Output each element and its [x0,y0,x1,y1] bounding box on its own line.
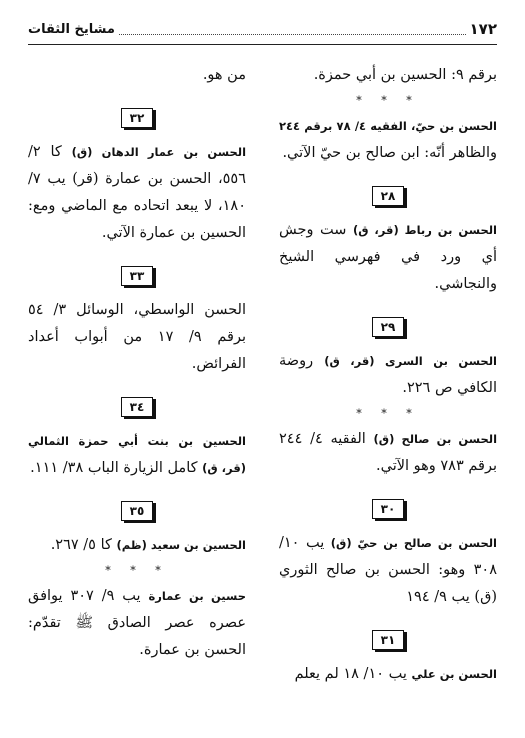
entry-hasan-bin-hayy [279,113,497,167]
entry-number-badge: ٣١ [372,630,404,650]
page-number: ١٧٢ [469,20,497,38]
entry-name: الحسن بن السرى (قر، ق) [324,354,497,368]
entry-33: الحسن الواسطي، الوسائل ٣/ ٥٤ برقم ٩/ ١٧ من أبواب أعداد الفرائض. [28,302,247,372]
entry-text: يب ١٠/ ٣٠٨ وهو: الحسن بن صالح الثوري (ق) يب ٩/ ١٩٤ [279,535,497,605]
entry-text: يب ١٠/ ١٨ لم يعلم [294,666,407,682]
entry-30 [279,530,497,611]
entry-text: كا ٢/ ٥٥٦، الحسن بن عمارة (قر) يب ٧/ ١٨٠، لا يبعد اتحاده مع الماضي ومع: الحسين بن عمارة الآتي. [28,144,246,241]
entry-text: ست وجش أي ورد في فهرسي الشيخ والنجاشي. [279,222,497,292]
entry-text: الفقيه ٤/ ٢٤٤ برقم ٧٨٣ وهو الآتي. [279,431,497,474]
entry-31 [279,661,497,688]
page-header [28,14,497,45]
separator-stars: * * * [356,94,420,107]
entry-text: يب ٩/ ٣٠٧ يوافق عصره عصر الصادق ﷺ تقدّم: الحسن بن عمارة. [28,588,246,658]
entry-32 [28,139,246,247]
entry-continuation: من هو. [202,67,246,83]
separator-stars: * * * [105,564,169,577]
entry-name: الحسن بن رباط (قر، ق) [352,223,498,237]
entry-29 [279,348,497,402]
entry-number-badge: ٢٨ [372,186,404,206]
entry-name: حسين بن عمارة [148,589,246,603]
entry-number-badge: ٣٣ [121,266,153,286]
entry-text: والظاهر أنّه: ابن صالح بن حيّ الآتي. [282,145,497,161]
entry-name: الحسين بن سعيد (ظم) [116,538,246,552]
entry-text: روضة الكافي ص ٢٢٦. [279,353,497,396]
entry-name: الحسن بن صالح بن حيّ (ق) [330,536,497,550]
entry-husayn-bin-umara [28,583,246,664]
entry-text: كامل الزيارة الباب ٣٨/ ١١١. [30,460,198,476]
left-column [28,62,246,664]
entry-35 [28,532,246,559]
entry-number-badge: ٣٢ [121,108,153,128]
entry-text: كا ٥/ ٢٦٧. [50,537,112,553]
entry-number-badge: ٣٤ [121,397,153,417]
entry-continuation: برقم ٩: الحسين بن أبي حمزة. [313,67,497,83]
entry-name: الحسن بن حيّ، الفقيه ٤/ ٧٨ برقم ٢٤٤ [279,119,498,133]
entry-number-badge: ٢٩ [372,317,404,337]
separator-stars: * * * [356,407,420,420]
entry-28 [279,217,497,298]
entry-number-badge: ٣٥ [121,501,153,521]
entry-hasan-bin-salih [279,426,497,480]
right-column [279,62,497,688]
header-leader-dots [119,24,466,35]
entry-name: الحسن بن علي [411,667,497,681]
entry-name: الحسين بن بنت أبي حمزة الثمالي (قر، ق) [28,434,246,475]
entry-name: الحسن بن صالح (ق) [373,432,498,446]
entry-name: الحسن بن عمار الدهان (ق) [71,145,247,159]
running-title: مشايخ الثقات [28,21,115,37]
entry-number-badge: ٣٠ [372,499,404,519]
entry-34 [28,428,246,482]
